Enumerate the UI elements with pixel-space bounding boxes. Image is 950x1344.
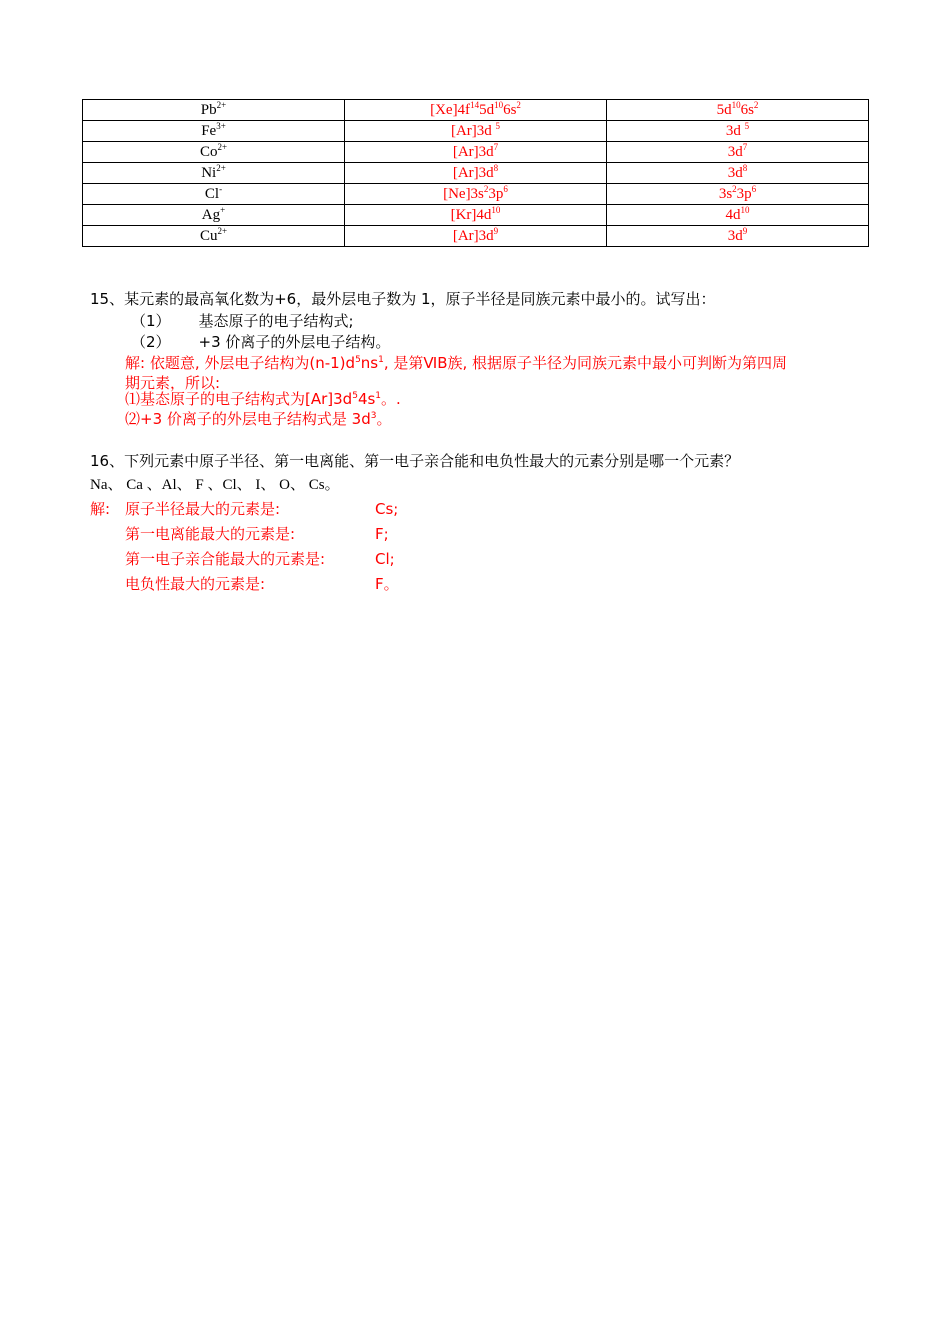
ion-row (83, 163, 869, 184)
question-15-solution-line-2: 期元素，所以: (125, 374, 221, 392)
ion-cell (83, 121, 345, 142)
outer-config-cell (607, 226, 869, 247)
config-text: 4d (725, 207, 741, 223)
electron-config-cell (345, 142, 607, 163)
part-2-text: +3 价离子的外层电子结构。 (198, 333, 391, 351)
ion-symbol: Cu (199, 228, 218, 244)
ion-charge: 2+ (217, 226, 228, 236)
solution-text: ns (360, 354, 379, 372)
answer-text: ⑴基态原子的电子结构式为[Ar]3d (125, 390, 353, 408)
electron-config-cell (345, 163, 607, 184)
config-text: [Ne]3s (443, 186, 484, 202)
answer-row (125, 548, 525, 570)
answer-value: Cl; (375, 550, 395, 568)
ion-charge: + (220, 205, 226, 215)
part-1-number: （1） (131, 312, 171, 330)
question-15: 15、某元素的最高氧化数为+6，最外层电子数为 1，原子半径是同族元素中最小的。试写出： (90, 290, 716, 308)
answer-text: 。 (376, 410, 392, 428)
ion-row (83, 184, 869, 205)
config-superscript: 2 (483, 184, 489, 194)
answer-text: ⑵+3 价离子的外层电子结构式是 3d (125, 410, 371, 428)
part-1-text: 基态原子的电子结构式; (198, 312, 354, 330)
config-superscript: 2 (753, 100, 759, 110)
config-text: 3p (736, 186, 752, 202)
question-15-answer-2 (125, 408, 391, 430)
answer-row (125, 498, 525, 520)
answer-row (125, 523, 525, 545)
ion-cell (83, 205, 345, 226)
outer-config-cell (607, 163, 869, 184)
config-text: 3d (727, 144, 743, 160)
outer-config-cell (607, 121, 869, 142)
electron-config-cell (345, 184, 607, 205)
ion-symbol: Pb (200, 102, 217, 118)
answer-label: 第一电子亲合能最大的元素是: (125, 550, 326, 568)
answer-sup: 3 (370, 411, 377, 421)
solution-text: , 是第ⅥB族, 根据原子半径为同族元素中最小可判断为第四周 (383, 354, 788, 372)
electron-config-cell (345, 121, 607, 142)
part-2-number: （2） (131, 333, 171, 351)
ion-row (83, 121, 869, 142)
answer-text: 。. (381, 390, 401, 408)
config-superscript: 6 (503, 184, 508, 194)
answer-sup: 1 (375, 391, 382, 401)
question-16-elements: Na、 Ca 、Al、 F 、Cl、 I、 O、 Cs。 (90, 477, 340, 493)
config-superscript: 14 (470, 100, 480, 110)
config-text: 3p (488, 186, 504, 202)
question-15-solution-line-1 (125, 352, 787, 374)
answer-label: 原子半径最大的元素是: (125, 500, 281, 518)
ion-cell (83, 226, 345, 247)
config-superscript: 10 (491, 205, 501, 215)
outer-config-cell (607, 142, 869, 163)
answer-label: 第一电离能最大的元素是: (125, 525, 296, 543)
ion-cell (83, 184, 345, 205)
config-superscript: 5 (744, 121, 750, 131)
config-superscript: 9 (742, 226, 748, 236)
electron-config-cell (345, 205, 607, 226)
config-text: 3d (727, 165, 743, 181)
outer-config-cell (607, 205, 869, 226)
config-text: [Xe]4f (430, 102, 471, 118)
config-text: [Ar]3d (450, 123, 496, 139)
ion-cell (83, 163, 345, 184)
answer-value: F; (375, 525, 389, 543)
config-text: [Kr]4d (450, 207, 492, 223)
solution-sup: 1 (378, 355, 384, 365)
config-superscript: 9 (493, 226, 499, 236)
ion-table-body (83, 100, 869, 247)
ion-symbol: Co (199, 144, 218, 160)
ion-row (83, 142, 869, 163)
ion-charge: - (219, 184, 223, 194)
ion-charge: 3+ (216, 121, 226, 131)
config-superscript: 7 (742, 142, 748, 152)
config-text: 6s (503, 102, 517, 118)
ion-symbol: Ni (201, 165, 217, 181)
electron-config-cell (345, 100, 607, 121)
config-superscript: 6 (751, 184, 757, 194)
answer-row (125, 573, 525, 595)
config-text: [Ar]3d (452, 165, 494, 181)
config-superscript: 10 (494, 100, 504, 110)
answer-value: F。 (375, 575, 399, 593)
ion-row (83, 100, 869, 121)
config-text: [Ar]3d (452, 144, 494, 160)
ion-charge: 2+ (216, 163, 226, 173)
config-superscript: 10 (740, 205, 750, 215)
question-15-part-2 (131, 331, 390, 353)
config-superscript: 7 (493, 142, 499, 152)
question-15-answer-1 (125, 388, 401, 410)
ion-charge: 2+ (216, 100, 227, 110)
config-text: 3s (718, 186, 733, 202)
config-superscript: 8 (493, 163, 499, 173)
config-text: 5d (479, 102, 495, 118)
config-text: 6s (740, 102, 754, 118)
answer-sup: 5 (352, 391, 358, 401)
ion-symbol: Cl (204, 186, 220, 202)
config-text: 5d (716, 102, 732, 118)
config-superscript: 10 (731, 100, 741, 110)
ion-row (83, 226, 869, 247)
answer-value: Cs; (375, 500, 399, 518)
config-text: 3d (725, 123, 745, 139)
question-16-solution-prefix: 解: (90, 500, 111, 518)
ion-cell (83, 100, 345, 121)
ion-cell (83, 142, 345, 163)
answer-label: 电负性最大的元素是: (125, 575, 266, 593)
question-16: 16、下列元素中原子半径、第一电离能、第一电子亲合能和电负性最大的元素分别是哪一个元素？ (90, 452, 740, 470)
ion-symbol: Fe (201, 123, 217, 139)
solution-sup: 5 (355, 355, 361, 365)
answer-text: 4s (357, 390, 376, 408)
outer-config-cell (607, 100, 869, 121)
ion-configuration-table (82, 99, 869, 247)
config-superscript: 2 (732, 184, 737, 194)
config-superscript: 5 (495, 121, 501, 131)
ion-row (83, 205, 869, 226)
ion-charge: 2+ (217, 142, 228, 152)
config-text: [Ar]3d (452, 228, 494, 244)
electron-config-cell (345, 226, 607, 247)
question-15-part-1 (131, 310, 354, 332)
config-superscript: 2 (516, 100, 521, 110)
solution-text: 解: 依题意, 外层电子结构为(n-1)d (125, 354, 356, 372)
config-superscript: 8 (742, 163, 748, 173)
outer-config-cell (607, 184, 869, 205)
ion-symbol: Ag (201, 207, 221, 223)
config-text: 3d (727, 228, 743, 244)
